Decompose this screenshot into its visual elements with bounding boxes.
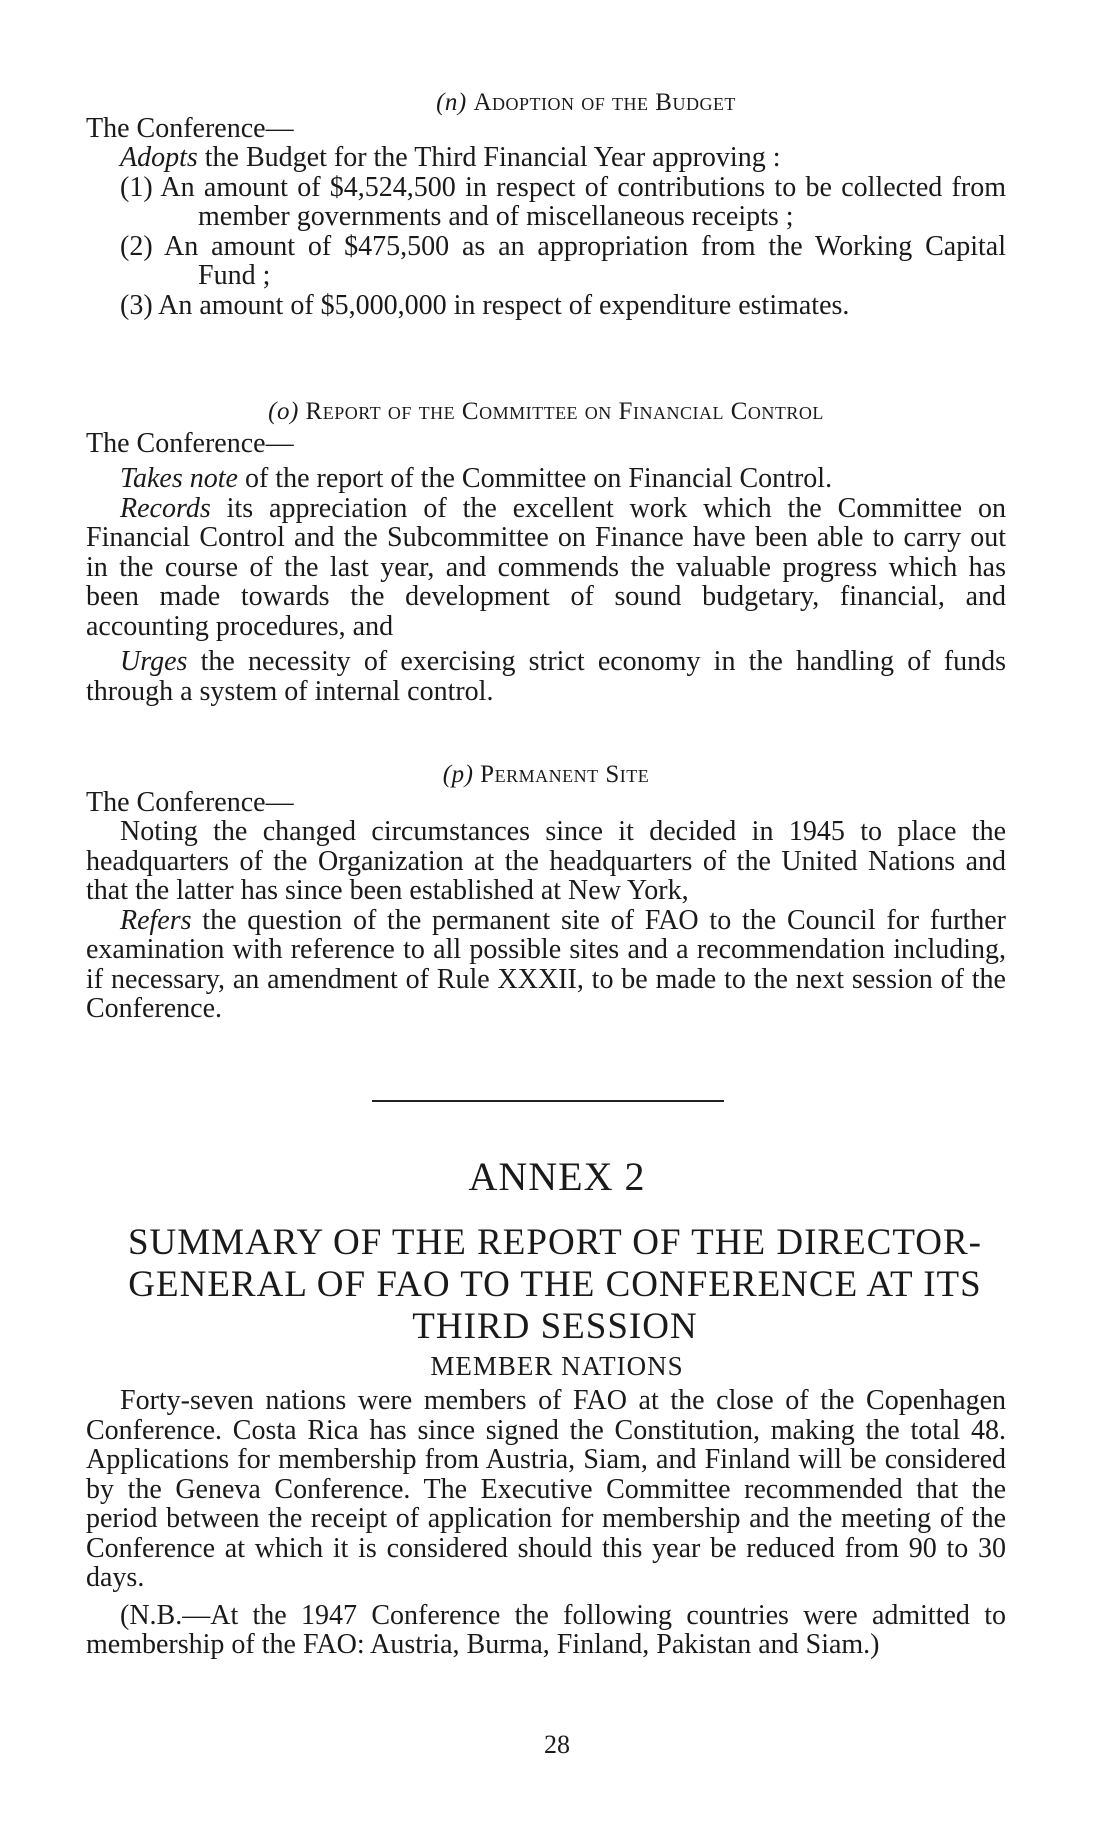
heading-text: Adoption of the Budget (473, 89, 736, 116)
budget-item-1: (1) An amount of $4,524,500 in respect of contributions to be collected from member governments and of miscellaneous receipts ; (120, 171, 1006, 232)
section-committee-financial-control (86, 397, 1006, 706)
member-nations-paragraph: Forty-seven nations were members of FAO at the close of the Copenhagen Conference. Costa Rica has since signed the Constitution, making the total 48. Applications for membership from Austria, Siam, and Finland will be considered by the Geneva Conference. The Executive Committee recommended that the period between the receipt of application for membership and the meeting of the Conference at which it is considered should this year be reduced from 90 to 30 days. (86, 1385, 1006, 1593)
conference-lead: The Conference— (86, 112, 294, 144)
section-heading (86, 760, 1006, 790)
section-permanent-site (86, 760, 1006, 1024)
section-divider (372, 1100, 724, 1102)
takes-note-paragraph: Takes note of the report of the Committee on Financial Control. (120, 463, 833, 494)
noting-paragraph: Noting the changed circumstances since it decided in 1945 to place the headquarters of the Organization at the headquarters of the United Nations and that the latter has since been established at New York, (86, 816, 1006, 906)
annex-subtitle: SUMMARY OF THE REPORT OF THE DIRECTOR-GENERAL OF FAO TO THE CONFERENCE AT ITS THIRD SESSION (127, 1222, 983, 1347)
refers-paragraph: Refers the question of the permanent site of FAO to the Council for further examination with reference to all possible sites and a recommendation including, if necessary, an amendment of Rule XXXII, to be made to the next session of the Conference. (86, 904, 1006, 1024)
budget-item-3: (3) An amount of $5,000,000 in respect of expenditure estimates. (120, 289, 850, 321)
annex-title: ANNEX 2 (468, 1154, 646, 1199)
section-adoption-of-budget (86, 88, 1006, 320)
conference-lead: The Conference— (86, 786, 294, 818)
heading-label: (n) (436, 89, 467, 116)
adopts-rest: the Budget for the Third Financial Year approving : (197, 142, 781, 173)
heading-text: Report of the Committee on Financial Control (305, 398, 824, 425)
member-nations-heading: MEMBER NATIONS (430, 1351, 684, 1381)
urges-paragraph: Urges the necessity of exercising strict economy in the handling of funds through a system of internal control. (86, 646, 1006, 707)
conference-lead: The Conference— (86, 427, 294, 459)
heading-text: Permanent Site (480, 761, 650, 788)
member-nations-section (86, 1386, 1006, 1660)
nb-paragraph: (N.B.—At the 1947 Conference the following countries were admitted to membership of the FAO: Austria, Burma, Finland, Pakistan and Siam.) (86, 1599, 1006, 1660)
page-number: 28 (544, 1730, 570, 1759)
budget-item-2: (2) An amount of $475,500 as an appropriation from the Working Capital Fund ; (120, 230, 1006, 291)
adopts-paragraph (86, 143, 1006, 173)
records-paragraph: Records its appreciation of the excellent work which the Committee on Financial Control and the Subcommittee on Finance have been able to carry out in the course of the last year, and commends the valuable progress which has been made towards the development of sound budgetary, financial, and accounting procedures, and (86, 492, 1006, 642)
heading-label: (o) (268, 398, 299, 425)
adopts-italic: Adopts (120, 142, 198, 173)
section-heading (86, 397, 1006, 427)
heading-label: (p) (442, 761, 474, 788)
